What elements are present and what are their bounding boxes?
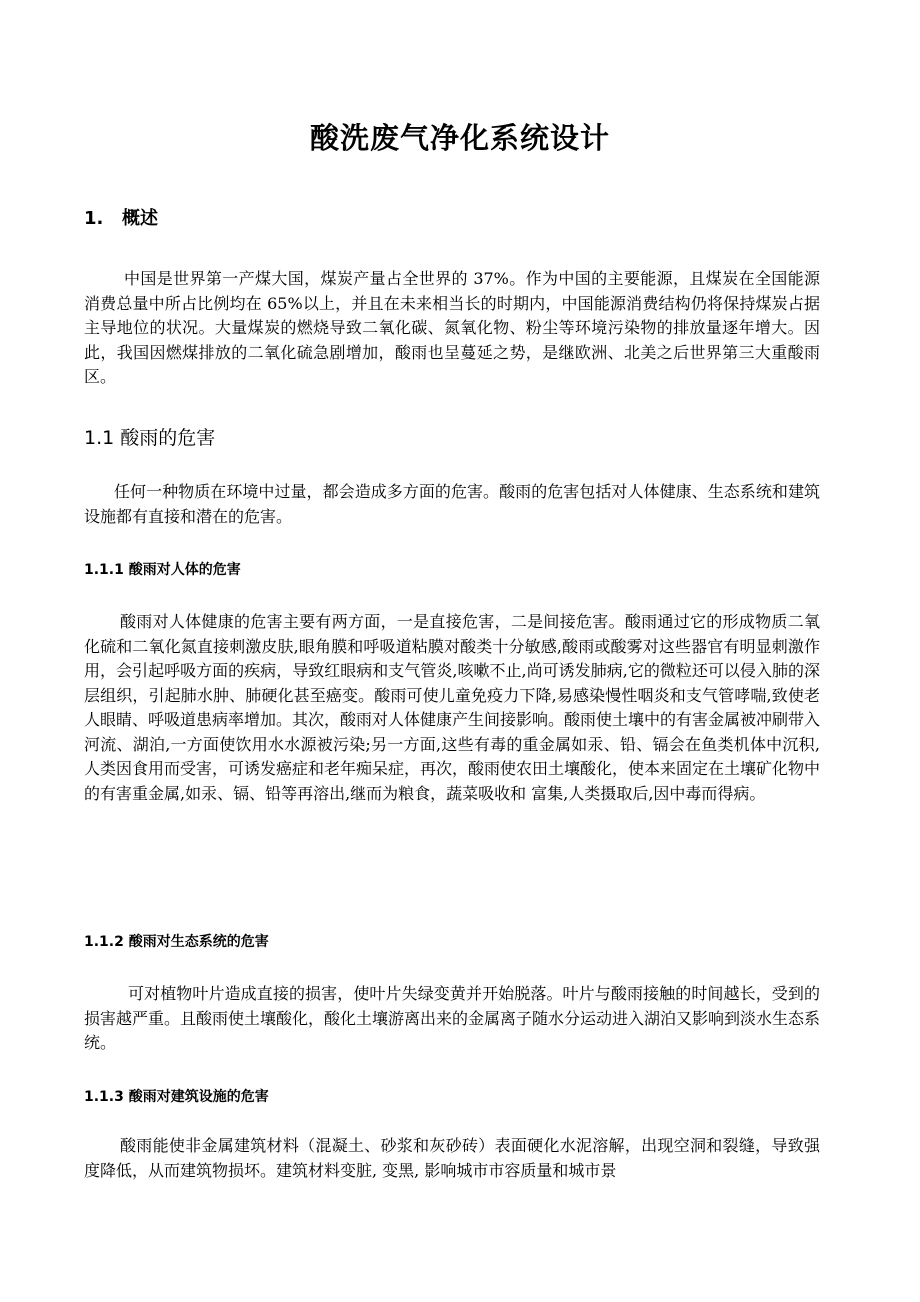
section-1-1-1-heading: 1.1.1 酸雨对人体的危害 <box>84 562 241 578</box>
section-1-1-3-heading: 1.1.3 酸雨对建筑设施的危害 <box>84 1089 269 1105</box>
section-1-1-1-paragraph: 酸雨对人体健康的危害主要有两方面，一是直接危害，二是间接危害。酸雨通过它的形成物质二氧化硫和二氧化氮直接刺激皮肤,眼角膜和呼吸道粘膜对酸类十分敏感,酸雨或酸雾对这些器官有明显刺激作用，会引起呼吸方面的疾病，导致红眼病和支气管炎,咳嗽不止,尚可诱发肺病,它的微粒还可以侵入肺的深层组织，引起肺水肿、肺硬化甚至癌变。酸雨可使儿童免疫力下降,易感染慢性咽炎和支气管哮喘,致使老人眼睛、呼吸道患病率增加。其次，酸雨对人体健康产生间接影响。酸雨使土壤中的有害金属被冲刷带入河流、湖泊,一方面使饮用水水源被污染;另一方面,这些有毒的重金属如汞、铅、镉会在鱼类机体中沉积,人类因食用而受害，可诱发癌症和老年痴呆症，再次，酸雨使农田土壤酸化，使本来固定在土壤矿化物中的有害重金属,如汞、镉、铅等再溶出,继而为粮食，蔬菜吸收和 富集,人类摄取后,因中毒而得病。 <box>84 612 821 803</box>
section-1-paragraph: 中国是世界第一产煤大国，煤炭产量占全世界的 37%。作为中国的主要能源，且煤炭在全国能源消费总量中所占比例均在 65%以上，并且在未来相当长的时期内，中国能源消费结构仍将保持煤炭占据主导地位的状况。大量煤炭的燃烧导致二氧化碳、氮氧化物、粉尘等环境污染物的排放量逐年增大。因此，我国因燃煤排放的二氧化硫急剧增加，酸雨也呈蔓延之势，是继欧洲、北美之后世界第三大重酸雨区。 <box>84 269 820 386</box>
section-1-heading-text: 概述 <box>122 208 158 229</box>
document-title: 酸洗废气净化系统设计 <box>309 121 610 155</box>
section-1-number: 1. <box>84 208 104 229</box>
section-1-1-2-paragraph: 可对植物叶片造成直接的损害，使叶片失绿变黄并开始脱落。叶片与酸雨接触的时间越长，受到的损害越严重。且酸雨使土壤酸化，酸化土壤游离出来的金属离子随水分运动进入湖泊又影响到淡水生态系统。 <box>84 984 821 1052</box>
section-1-1-2-heading: 1.1.2 酸雨对生态系统的危害 <box>84 934 269 950</box>
section-1-1-3-paragraph: 酸雨能使非金属建筑材料（混凝土、砂浆和灰砂砖）表面硬化水泥溶解，出现空洞和裂缝，导致强度降低，从而建筑物损坏。建筑材料变脏, 变黑, 影响城市市容质量和城市景 <box>84 1136 820 1180</box>
section-1-heading <box>84 204 158 230</box>
section-1-1-paragraph: 任何一种物质在环境中过量，都会造成多方面的危害。酸雨的危害包括对人体健康、生态系统和建筑设施都有直接和潜在的危害。 <box>84 482 820 526</box>
section-1-1-heading: 1.1 酸雨的危害 <box>84 427 216 449</box>
